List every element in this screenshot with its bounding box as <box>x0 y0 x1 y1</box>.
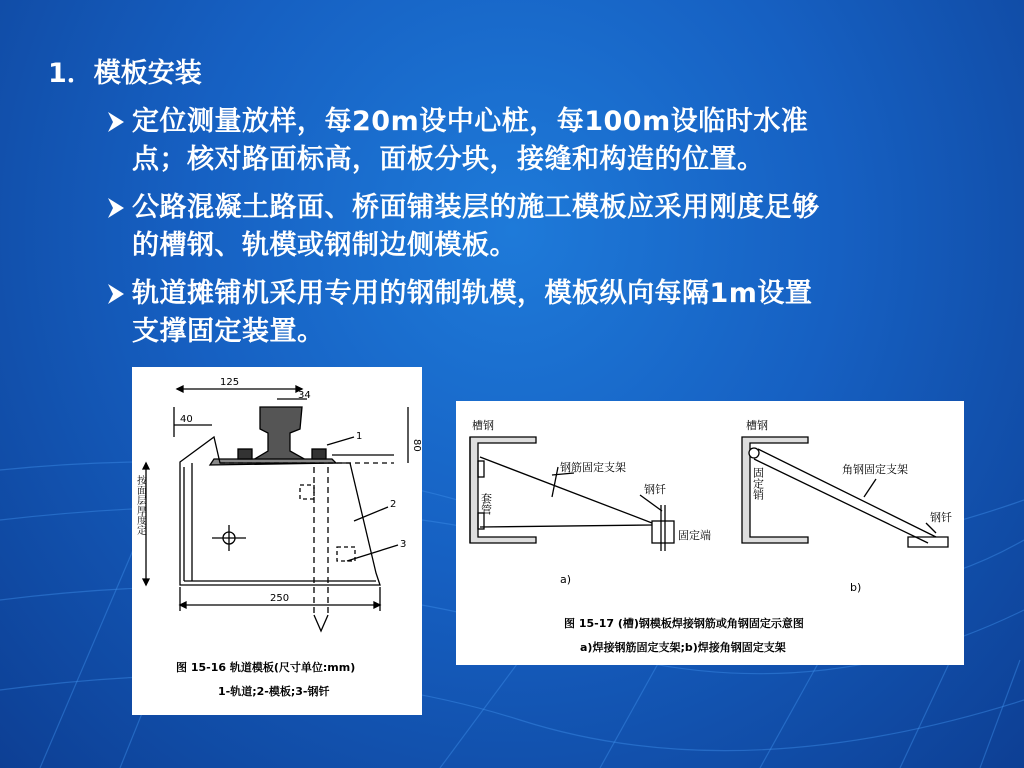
a-bracket-label: 钢筋固定支架 <box>560 461 626 474</box>
part-1-label: 1 <box>356 431 363 442</box>
dim-80-label: 80 <box>411 439 422 452</box>
bullet-line-1: 轨道摊铺机采用专用的钢制轨模，模板纵向每隔1m设置 <box>132 278 813 309</box>
dim-125-label: 125 <box>220 377 240 388</box>
a-fixed-end-label: 固定端 <box>678 529 711 542</box>
bullet-list <box>104 103 1004 361</box>
b-sublabel: b) <box>850 581 862 594</box>
heading-dot: ． <box>66 58 94 89</box>
figure-15-17-legend: a)焊接钢筋固定支架;b)焊接角钢固定支架 <box>580 641 786 654</box>
vertical-thickness-label: 按面层厚度定 <box>134 475 146 535</box>
figure-15-17-caption: 图 15-17 (槽)钢模板焊接钢筋或角钢固定示意图 <box>564 617 804 630</box>
a-sleeve-label: 套管 <box>479 493 493 515</box>
rail-form-drawing <box>132 367 422 715</box>
b-fix-pin-label: 固定销 <box>751 467 765 500</box>
dim-250-label: 250 <box>270 593 290 604</box>
part-2-label: 2 <box>390 499 397 510</box>
channel-form-drawing <box>456 401 964 665</box>
section-heading <box>48 57 202 91</box>
figure-15-16-legend: 1-轨道;2-模板;3-钢钎 <box>218 685 330 698</box>
arrow-bullet-icon <box>104 275 130 313</box>
heading-number: 1 <box>48 58 67 89</box>
dim-40-label: 40 <box>180 414 193 425</box>
b-channel-label: 槽钢 <box>746 419 768 432</box>
dim-34-label: 34 <box>298 390 311 401</box>
rail-form-figure <box>132 367 422 715</box>
arrow-bullet-icon <box>104 189 130 227</box>
bullet-item <box>104 275 1004 351</box>
heading-text: 模板安装 <box>93 58 202 89</box>
part-3-label: 3 <box>400 539 407 550</box>
bullet-line-1: 公路混凝土路面、桥面铺装层的施工模板应采用刚度足够 <box>132 192 820 223</box>
bullet-line-2: 点；核对路面标高，面板分块，接缝和构造的位置。 <box>132 144 765 175</box>
bullet-item <box>104 103 1004 179</box>
bullet-line-2: 的槽钢、轨模或钢制边侧模板。 <box>132 230 517 261</box>
bullet-line-1: 定位测量放样，每20m设中心桩，每100m设临时水准 <box>132 106 809 137</box>
channel-form-figure <box>456 401 964 665</box>
arrow-bullet-icon <box>104 103 130 141</box>
a-channel-label: 槽钢 <box>472 419 494 432</box>
b-angle-bracket-label: 角钢固定支架 <box>842 463 908 476</box>
bullet-line-2: 支撑固定装置。 <box>132 316 325 347</box>
a-pin-label: 钢钎 <box>644 483 666 496</box>
a-sublabel: a) <box>560 573 572 586</box>
b-pin-label: 钢钎 <box>930 511 952 524</box>
figure-15-16-caption: 图 15-16 轨道模板(尺寸单位:mm) <box>176 661 356 674</box>
bullet-item <box>104 189 1004 265</box>
